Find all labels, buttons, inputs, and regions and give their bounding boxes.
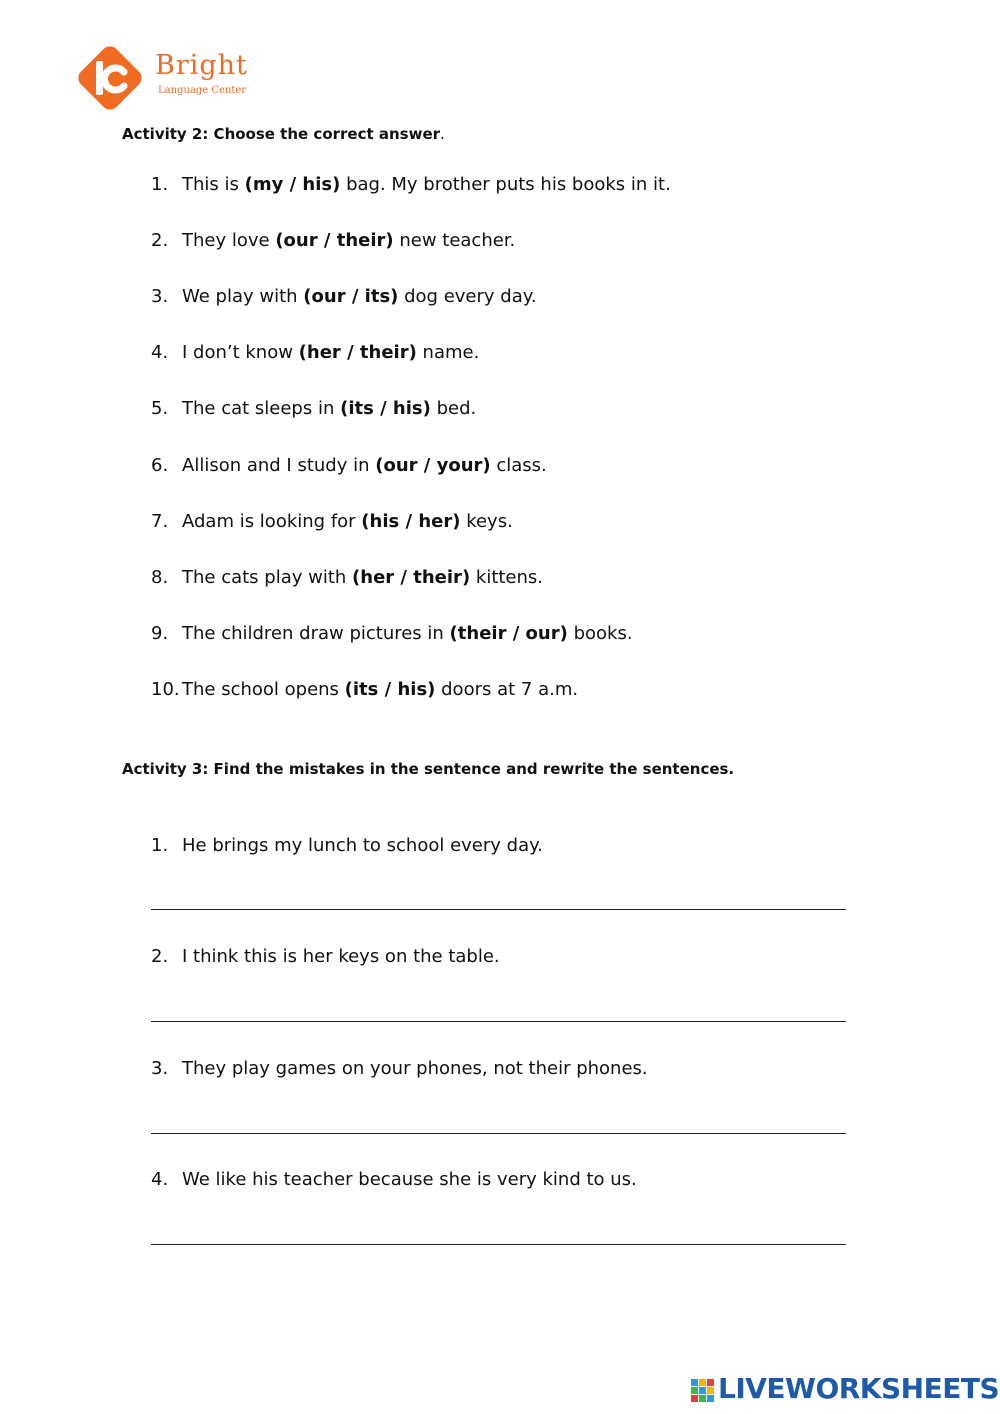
item-sentence: I think this is her keys on the table. bbox=[182, 946, 500, 967]
activity-3-item-3 bbox=[151, 1060, 648, 1078]
item-text-after: new teacher. bbox=[393, 230, 516, 251]
item-choice[interactable]: (our / their) bbox=[275, 230, 394, 251]
item-number: 2. bbox=[151, 230, 169, 251]
brand-logo bbox=[74, 42, 264, 114]
activity-2-title: Activity 2: Choose the correct answer bbox=[122, 125, 441, 143]
answer-line-2[interactable] bbox=[151, 1021, 846, 1022]
item-sentence: We like his teacher because she is very kind to us. bbox=[182, 1169, 637, 1190]
liveworksheets-brand: LIVEWORKSHEETS bbox=[718, 1372, 1000, 1405]
item-text-before: We play with bbox=[182, 286, 304, 307]
activity-2-item-6 bbox=[151, 457, 547, 475]
item-number: 9. bbox=[151, 623, 169, 644]
item-number: 1. bbox=[151, 835, 169, 856]
activity-3-item-2 bbox=[151, 948, 500, 966]
item-text-after: keys. bbox=[460, 511, 513, 532]
item-text-before: The cats play with bbox=[182, 567, 353, 588]
item-number: 8. bbox=[151, 567, 169, 588]
item-text-before: The cat sleeps in bbox=[182, 398, 341, 419]
activity-2-item-4 bbox=[151, 344, 479, 362]
item-text-after: class. bbox=[490, 455, 547, 476]
item-number: 10. bbox=[151, 679, 180, 700]
activity-2-item-2 bbox=[151, 232, 515, 250]
item-choice[interactable]: (its / his) bbox=[344, 679, 436, 700]
activity-3-item-1 bbox=[151, 837, 543, 855]
item-text-before: The school opens bbox=[182, 679, 345, 700]
activity-2-item-9 bbox=[151, 625, 633, 643]
item-text-before: They love bbox=[182, 230, 276, 251]
item-number: 7. bbox=[151, 511, 169, 532]
item-number: 3. bbox=[151, 1058, 169, 1079]
liveworksheets-logo-icon bbox=[690, 1378, 716, 1404]
item-text-before: Adam is looking for bbox=[182, 511, 362, 532]
item-number: 5. bbox=[151, 398, 169, 419]
item-choice[interactable]: (their / our) bbox=[449, 623, 568, 644]
item-choice[interactable]: (our / its) bbox=[303, 286, 399, 307]
item-text-before: I don’t know bbox=[182, 342, 299, 363]
activity-2-item-7 bbox=[151, 513, 513, 531]
item-number: 6. bbox=[151, 455, 169, 476]
item-number: 3. bbox=[151, 286, 169, 307]
item-text-after: doors at 7 a.m. bbox=[435, 679, 579, 700]
item-choice[interactable]: (our / your) bbox=[375, 455, 491, 476]
item-choice[interactable]: (my / his) bbox=[244, 174, 341, 195]
item-choice[interactable]: (her / their) bbox=[352, 567, 471, 588]
activity-2-item-1 bbox=[151, 176, 671, 194]
activity-2-item-5 bbox=[151, 400, 476, 418]
item-number: 1. bbox=[151, 174, 169, 195]
item-text-before: The children draw pictures in bbox=[182, 623, 450, 644]
item-text-after: dog every day. bbox=[398, 286, 537, 307]
logo-name: Bright bbox=[155, 50, 248, 81]
answer-line-3[interactable] bbox=[151, 1133, 846, 1134]
bright-logo-icon bbox=[74, 42, 146, 114]
item-text-before: Allison and I study in bbox=[182, 455, 376, 476]
item-choice[interactable]: (her / their) bbox=[298, 342, 417, 363]
answer-line-1[interactable] bbox=[151, 909, 846, 910]
activity-2-item-3 bbox=[151, 288, 537, 306]
answer-line-4[interactable] bbox=[151, 1244, 846, 1245]
activity-2-item-10 bbox=[151, 681, 578, 699]
item-text-before: This is bbox=[182, 174, 245, 195]
item-text-after: kittens. bbox=[470, 567, 544, 588]
item-choice[interactable]: (his / her) bbox=[361, 511, 461, 532]
logo-subtitle: Language Center bbox=[158, 85, 247, 96]
item-sentence: They play games on your phones, not their phones. bbox=[182, 1058, 648, 1079]
item-text-after: books. bbox=[567, 623, 633, 644]
item-sentence: He brings my lunch to school every day. bbox=[182, 835, 543, 856]
activity-3-heading: Activity 3: Find the mistakes in the sentence and rewrite the sentences. bbox=[122, 760, 735, 778]
activity-3-item-4 bbox=[151, 1171, 637, 1189]
item-text-after: name. bbox=[416, 342, 480, 363]
item-text-after: bag. My brother puts his books in it. bbox=[340, 174, 671, 195]
item-choice[interactable]: (its / his) bbox=[340, 398, 431, 419]
item-text-after: bed. bbox=[430, 398, 477, 419]
activity-2-item-8 bbox=[151, 569, 543, 587]
item-number: 4. bbox=[151, 342, 169, 363]
activity-2-heading bbox=[122, 127, 445, 142]
item-number: 2. bbox=[151, 946, 169, 967]
activity-2-title-suffix: . bbox=[440, 125, 445, 143]
item-number: 4. bbox=[151, 1169, 169, 1190]
